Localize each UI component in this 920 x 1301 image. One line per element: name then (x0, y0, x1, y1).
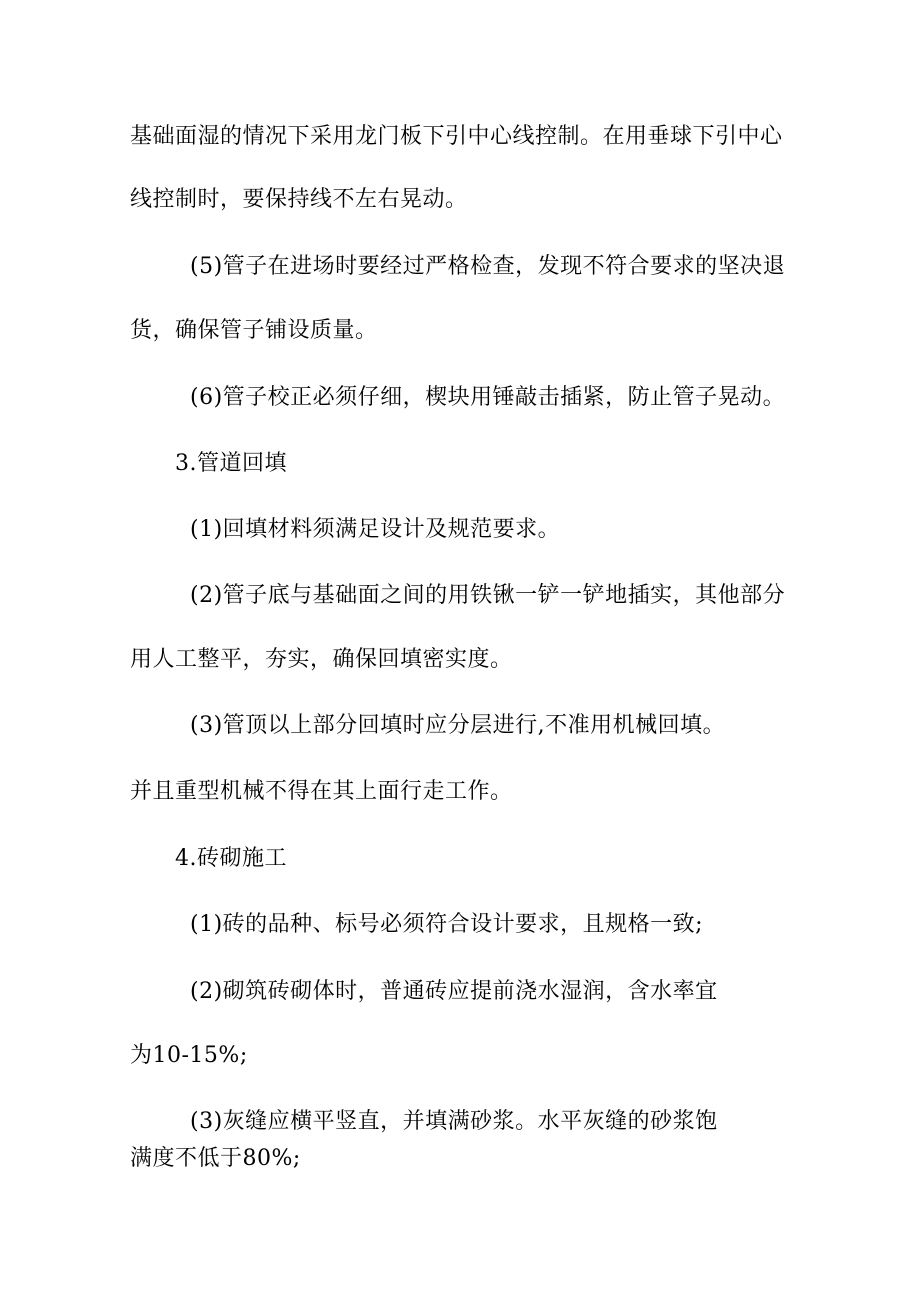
paragraph-line: (6)管子校正必须仔细，楔块用锤敲击插紧，防止管子晃动。 (190, 385, 786, 410)
paragraph-line: 货，确保管子铺设质量。 (130, 318, 378, 343)
paragraph-line: 并且重型机械不得在其上面行走工作。 (130, 779, 513, 804)
paragraph-line: 为10-15%; (130, 1043, 248, 1068)
paragraph-line: (2)砌筑砖砌体时，普通砖应提前浇水湿润，含水率宜 (190, 979, 718, 1004)
section-heading: 4.砖砌施工 (175, 846, 287, 871)
paragraph-line: 满度不低于80%; (130, 1146, 301, 1171)
section-heading: 3.管道回填 (175, 451, 287, 476)
paragraph-line: (2)管子底与基础面之间的用铁锹一铲一铲地插实，其他部分 (190, 583, 786, 608)
paragraph-line: (5)管子在进场时要经过严格检查，发现不符合要求的坚决退 (190, 254, 786, 279)
paragraph-line: (1)砖的品种、标号必须符合设计要求，且规格一致; (190, 912, 704, 937)
paragraph-line: 线控制时，要保持线不左右晃动。 (130, 187, 468, 212)
paragraph-line: 用人工整平，夯实，确保回填密实度。 (130, 647, 513, 672)
paragraph-line: (1)回填材料须满足设计及规范要求。 (190, 517, 561, 542)
paragraph-line: (3)管顶以上部分回填时应分层进行,不准用机械回填。 (190, 713, 726, 738)
paragraph-line: (3)灰缝应横平竖直，并填满砂浆。水平灰缝的砂浆饱 (190, 1109, 718, 1134)
paragraph-line: 基础面湿的情况下采用龙门板下引中心线控制。在用垂球下引中心 (130, 124, 783, 149)
